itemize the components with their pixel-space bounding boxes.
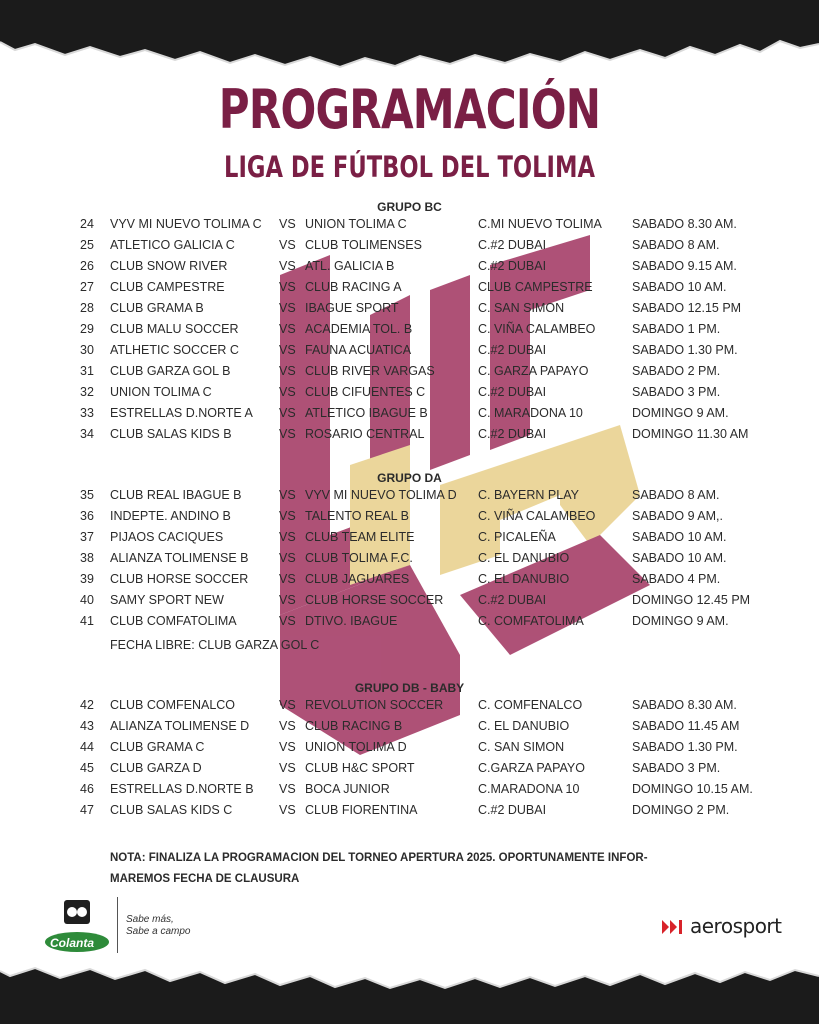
home-team: PIJAOS CACIQUES (110, 530, 224, 544)
vs-label: VS (279, 572, 296, 586)
match-time: SABADO 1.30 PM. (632, 343, 738, 357)
vs-label: VS (279, 614, 296, 628)
match-row (0, 782, 819, 802)
away-team: CLUB RACING B (305, 719, 403, 733)
match-row (0, 698, 819, 718)
venue: C. EL DANUBIO (478, 719, 570, 733)
vs-label: VS (279, 217, 296, 231)
away-team: IBAGUE SPORT (305, 301, 399, 315)
match-number: 34 (80, 427, 94, 441)
match-number: 27 (80, 280, 94, 294)
venue: C. EL DANUBIO (478, 551, 570, 565)
home-team: CLUB MALU SOCCER (110, 322, 239, 336)
group-title-bc: GRUPO BC (377, 200, 442, 214)
match-row (0, 740, 819, 760)
match-time: SABADO 1 PM. (632, 322, 721, 336)
venue: C. SAN SIMON (478, 301, 565, 315)
page-subtitle: LIGA DE FÚTBOL DEL TOLIMA (224, 150, 595, 184)
away-team: ACADEMIA TOL. B (305, 322, 413, 336)
venue: C.#2 DUBAI (478, 259, 547, 273)
home-team: CLUB SNOW RIVER (110, 259, 228, 273)
home-team: CLUB CAMPESTRE (110, 280, 225, 294)
match-number: 24 (80, 217, 94, 231)
match-row (0, 593, 819, 613)
home-team: CLUB GRAMA B (110, 301, 204, 315)
away-team: CLUB JAGUARES (305, 572, 410, 586)
match-row (0, 259, 819, 279)
home-team: ESTRELLAS D.NORTE B (110, 782, 254, 796)
home-team: CLUB COMFATOLIMA (110, 614, 237, 628)
match-row (0, 406, 819, 426)
home-team: CLUB HORSE SOCCER (110, 572, 249, 586)
match-row (0, 761, 819, 781)
vs-label: VS (279, 803, 296, 817)
venue: C. BAYERN PLAY (478, 488, 579, 502)
match-row (0, 803, 819, 823)
match-row (0, 614, 819, 634)
venue: C.#2 DUBAI (478, 238, 547, 252)
venue: C. PICALEÑA (478, 530, 556, 544)
away-team: CLUB HORSE SOCCER (305, 593, 444, 607)
venue: CLUB CAMPESTRE (478, 280, 593, 294)
vs-label: VS (279, 427, 296, 441)
venue: C. COMFATOLIMA (478, 614, 584, 628)
away-team: CLUB CIFUENTES C (305, 385, 426, 399)
venue: C.#2 DUBAI (478, 427, 547, 441)
match-time: SABADO 4 PM. (632, 572, 721, 586)
home-team: ATLETICO GALICIA C (110, 238, 235, 252)
note-line-1: NOTA: FINALIZA LA PROGRAMACION DEL TORNEO APERTURA 2025. OPORTUNAMENTE INFOR- (110, 852, 648, 864)
match-time: SABADO 11.45 AM (632, 719, 740, 733)
home-team: ALIANZA TOLIMENSE B (110, 551, 249, 565)
home-team: CLUB REAL IBAGUE B (110, 488, 242, 502)
tournament-note (110, 848, 730, 890)
match-row (0, 322, 819, 342)
match-time: SABADO 8.30 AM. (632, 217, 737, 231)
away-team: CLUB TOLIMA F.C. (305, 551, 413, 565)
venue: C. COMFENALCO (478, 698, 583, 712)
match-time: SABADO 9.15 AM. (632, 259, 737, 273)
match-row (0, 572, 819, 592)
away-team: ATL. GALICIA B (305, 259, 395, 273)
match-time: DOMINGO 11.30 AM (632, 427, 749, 441)
away-team: ATLETICO IBAGUE B (305, 406, 428, 420)
match-time: SABADO 3 PM. (632, 761, 721, 775)
match-row (0, 301, 819, 321)
match-time: SABADO 8.30 AM. (632, 698, 737, 712)
match-row (0, 343, 819, 363)
match-number: 39 (80, 572, 94, 586)
match-row (0, 280, 819, 300)
match-row (0, 427, 819, 447)
torn-paper-top (0, 0, 819, 80)
vs-label: VS (279, 343, 296, 357)
vs-label: VS (279, 740, 296, 754)
colanta-wordmark: Colanta (50, 936, 95, 950)
away-team: ROSARIO CENTRAL (305, 427, 425, 441)
away-team: CLUB H&C SPORT (305, 761, 415, 775)
away-team: DTIVO. IBAGUE (305, 614, 398, 628)
home-team: UNION TOLIMA C (110, 385, 212, 399)
venue: C. VIÑA CALAMBEO (478, 322, 596, 336)
home-team: ATLHETIC SOCCER C (110, 343, 239, 357)
match-row (0, 488, 819, 508)
match-time: SABADO 2 PM. (632, 364, 721, 378)
match-time: SABADO 3 PM. (632, 385, 721, 399)
vs-label: VS (279, 509, 296, 523)
match-number: 45 (80, 761, 94, 775)
match-number: 38 (80, 551, 94, 565)
match-number: 36 (80, 509, 94, 523)
home-team: ESTRELLAS D.NORTE A (110, 406, 253, 420)
aerosport-wordmark: aerosport (690, 914, 782, 938)
match-number: 25 (80, 238, 94, 252)
away-team: VYV MI NUEVO TOLIMA D (305, 488, 457, 502)
match-number: 42 (80, 698, 94, 712)
match-number: 30 (80, 343, 94, 357)
vs-label: VS (279, 488, 296, 502)
venue: C.#2 DUBAI (478, 593, 547, 607)
tagline-line-2: Sabe a campo (126, 926, 191, 937)
match-number: 44 (80, 740, 94, 754)
torn-paper-bottom (0, 954, 819, 1024)
home-team: CLUB COMFENALCO (110, 698, 236, 712)
note-line-2: MAREMOS FECHA DE CLAUSURA (110, 873, 300, 885)
venue: C.#2 DUBAI (478, 385, 547, 399)
away-team: UNION TOLIMA C (305, 217, 407, 231)
vs-label: VS (279, 530, 296, 544)
venue: C.MARADONA 10 (478, 782, 580, 796)
match-time: SABADO 9 AM,. (632, 509, 724, 523)
match-number: 32 (80, 385, 94, 399)
vs-label: VS (279, 259, 296, 273)
group-title-db-baby: GRUPO DB - BABY (354, 681, 465, 695)
away-team: CLUB TEAM ELITE (305, 530, 415, 544)
match-number: 33 (80, 406, 94, 420)
away-team: REVOLUTION SOCCER (305, 698, 444, 712)
home-team: SAMY SPORT NEW (110, 593, 224, 607)
match-time: DOMINGO 2 PM. (632, 803, 730, 817)
vs-label: VS (279, 761, 296, 775)
match-number: 47 (80, 803, 94, 817)
match-time: SABADO 10 AM. (632, 551, 727, 565)
match-time: SABADO 12.15 PM (632, 301, 742, 315)
venue: C. SAN SIMON (478, 740, 565, 754)
venue: C.#2 DUBAI (478, 803, 547, 817)
vs-label: VS (279, 364, 296, 378)
match-number: 43 (80, 719, 94, 733)
sponsor-tagline (126, 914, 191, 938)
home-team: INDEPTE. ANDINO B (110, 509, 231, 523)
away-team: CLUB TOLIMENSES (305, 238, 422, 252)
home-team: CLUB GRAMA C (110, 740, 205, 754)
vs-label: VS (279, 385, 296, 399)
match-number: 37 (80, 530, 94, 544)
group-title-da: GRUPO DA (377, 471, 442, 485)
match-time: SABADO 10 AM. (632, 530, 727, 544)
away-team: CLUB RIVER VARGAS (305, 364, 435, 378)
match-time: DOMINGO 10.15 AM. (632, 782, 753, 796)
vs-label: VS (279, 322, 296, 336)
match-row (0, 217, 819, 237)
match-number: 29 (80, 322, 94, 336)
vs-label: VS (279, 238, 296, 252)
aerosport-arrows-icon (662, 920, 688, 934)
match-row (0, 719, 819, 739)
home-team: CLUB GARZA GOL B (110, 364, 231, 378)
match-row (0, 551, 819, 571)
home-team: ALIANZA TOLIMENSE D (110, 719, 250, 733)
vs-label: VS (279, 301, 296, 315)
venue: C. EL DANUBIO (478, 572, 570, 586)
free-date-note: FECHA LIBRE: CLUB GARZA GOL C (110, 638, 320, 652)
page-title: PROGRAMACIÓN (218, 78, 601, 141)
match-number: 35 (80, 488, 94, 502)
match-time: SABADO 8 AM. (632, 488, 720, 502)
vs-label: VS (279, 280, 296, 294)
match-time: DOMINGO 12.45 PM (632, 593, 751, 607)
home-team: CLUB SALAS KIDS C (110, 803, 233, 817)
match-number: 28 (80, 301, 94, 315)
match-row (0, 530, 819, 550)
match-number: 40 (80, 593, 94, 607)
match-row (0, 364, 819, 384)
match-row (0, 385, 819, 405)
match-number: 26 (80, 259, 94, 273)
vs-label: VS (279, 782, 296, 796)
venue: C. MARADONA 10 (478, 406, 583, 420)
match-row (0, 238, 819, 258)
match-time: SABADO 1.30 PM. (632, 740, 738, 754)
away-team: CLUB FIORENTINA (305, 803, 418, 817)
match-time: DOMINGO 9 AM. (632, 614, 729, 628)
match-number: 31 (80, 364, 94, 378)
away-team: UNION TOLIMA D (305, 740, 407, 754)
venue: C.MI NUEVO TOLIMA (478, 217, 602, 231)
vs-label: VS (279, 698, 296, 712)
match-time: DOMINGO 9 AM. (632, 406, 729, 420)
tagline-line-1: Sabe más, (126, 914, 174, 925)
venue: C.GARZA PAPAYO (478, 761, 585, 775)
match-time: SABADO 8 AM. (632, 238, 720, 252)
away-team: CLUB RACING A (305, 280, 402, 294)
vs-label: VS (279, 719, 296, 733)
venue: C. VIÑA CALAMBEO (478, 509, 596, 523)
home-team: CLUB GARZA D (110, 761, 202, 775)
vs-label: VS (279, 593, 296, 607)
venue: C.#2 DUBAI (478, 343, 547, 357)
venue: C. GARZA PAPAYO (478, 364, 589, 378)
match-time: SABADO 10 AM. (632, 280, 727, 294)
away-team: TALENTO REAL B (305, 509, 409, 523)
vs-label: VS (279, 551, 296, 565)
home-team: CLUB SALAS KIDS B (110, 427, 232, 441)
away-team: BOCA JUNIOR (305, 782, 390, 796)
sponsor-divider (117, 897, 118, 953)
away-team: FAUNA ACUATICA (305, 343, 412, 357)
match-number: 46 (80, 782, 94, 796)
match-row (0, 509, 819, 529)
vs-label: VS (279, 406, 296, 420)
match-number: 41 (80, 614, 94, 628)
home-team: VYV MI NUEVO TOLIMA C (110, 217, 262, 231)
